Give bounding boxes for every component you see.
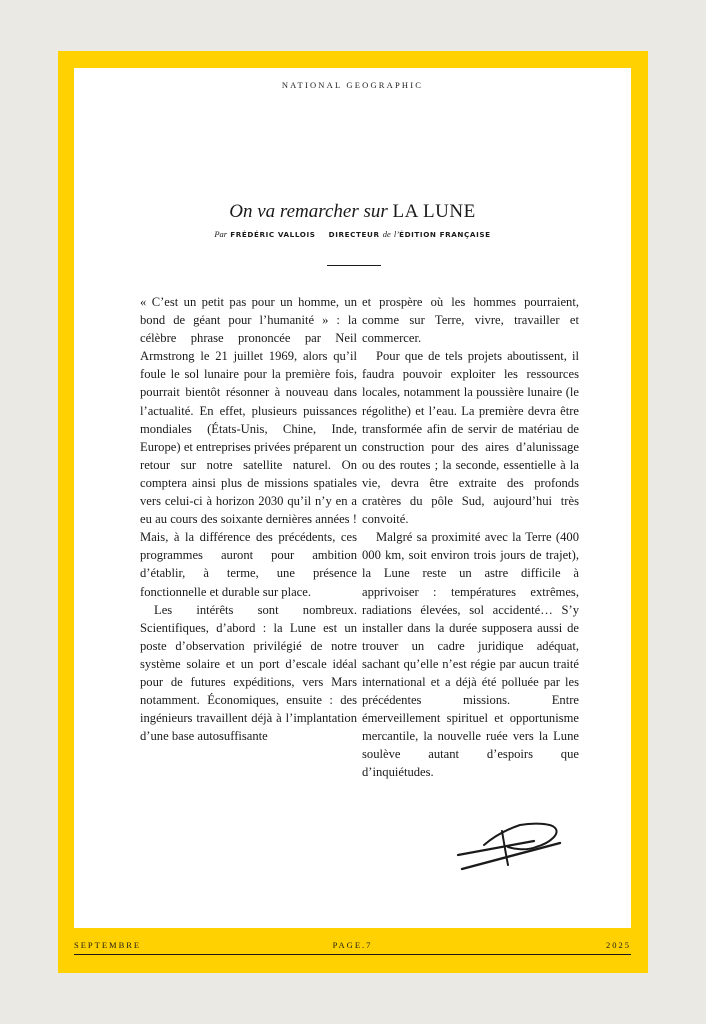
- byline-role: DIRECTEUR: [328, 230, 380, 239]
- byline: [74, 229, 631, 239]
- paragraph: Pour que de tels projets aboutissent, il faudra pouvoir exploiter les ressources locales, notamment la poussière lunaire (le régolithe) et l’eau. La première devra être transformée afin de servir de matériau de construction pour des aires d’alunissage ou des routes ; la seconde, essentielle à la vie, devra être extraite des profonds cratères du pôle Sud, aujourd’hui très convoité.: [362, 349, 579, 527]
- page-footer: [74, 938, 631, 956]
- footer-month: SEPTEMBRE: [74, 940, 142, 950]
- footer-page-number: PAGE.7: [332, 940, 373, 950]
- title-divider: [327, 265, 381, 266]
- byline-author: FRÉDÉRIC VALLOIS: [230, 230, 316, 239]
- page-sheet: [74, 68, 631, 928]
- title-caps: LA LUNE: [392, 201, 476, 222]
- right-column: [362, 293, 579, 782]
- byline-la: l’: [393, 229, 400, 239]
- masthead: NATIONAL GEOGRAPHIC: [281, 80, 424, 90]
- article-title: [74, 201, 631, 223]
- paragraph: Les intérêts sont nombreux. Scientifiques, d’abord : la Lune est un poste d’observation privilégié de notre système solaire et un port d’escale idéal pour de futures expéditions, vers Mars notamment. Économiques, ensuite : des ingénieurs travaillent déjà à l’implantation d’une base autosuffisante: [140, 602, 357, 744]
- byline-par: Par: [214, 229, 228, 239]
- paragraph: et prospère où les hommes pourraient, comme sur Terre, vivre, travailler et commercer.: [362, 295, 579, 346]
- byline-edition: ÉDITION FRANÇAISE: [399, 230, 491, 239]
- byline-de: de: [382, 229, 391, 239]
- paragraph: « C’est un petit pas pour un homme, un bond de géant pour l’humanité » : la célèbre phrase prononcée par Neil Armstrong le 21 juillet 1969, alors qu’il foule le sol lunaire pour la première fois, pourrait bientôt résonner à nouveau dans l’actualité. En effet, plusieurs puissances mondiales (États-Unis, Chine, Inde, Europe) et entreprises privées préparent un retour sur notre satellite naturel. On comptera ainsi plus de missions spatiales vers celui-ci à horizon 2030 qu’il n’y en a eu au cours des soixante dernières années ! Mais, à la différence des précédents, ces programmes auront pour ambition d’établir, à terme, une présence fonctionnelle et durable sur place.: [140, 295, 357, 599]
- footer-rule: [74, 954, 631, 955]
- left-column: [140, 293, 357, 745]
- signature-image: [454, 803, 569, 875]
- paragraph: Malgré sa proximité avec la Terre (400 000 km, soit environ trois jours de trajet), la Lune reste un astre difficile à apprivoiser : températures extrêmes, radiations élevées, sol accidenté… S’y installer dans la durée supposera aussi de trouver un cadre juridique adéquat, sachant qu’elle n’est régie par aucun traité international et a déjà été polluée par les précédentes missions. Entre émerveillement spirituel et opportunisme mercantile, la nouvelle ruée vers la Lune soulève autant d’espoirs que d’inquiétudes.: [362, 530, 579, 780]
- title-italic: On va remarcher sur: [229, 201, 388, 222]
- footer-year: 2025: [606, 940, 631, 950]
